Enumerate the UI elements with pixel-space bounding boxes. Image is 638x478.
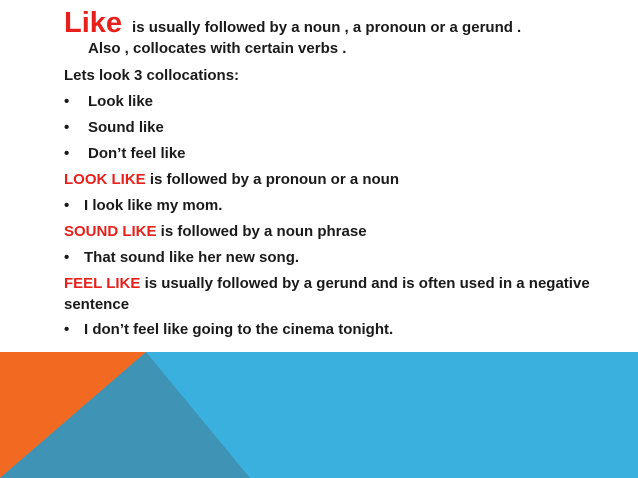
bullet-icon: • bbox=[64, 321, 70, 338]
collocation-list bbox=[64, 89, 624, 167]
example-look-like: • I look like my mom. bbox=[64, 193, 624, 219]
bullet-icon: • bbox=[64, 93, 70, 110]
title-keyword: Like bbox=[64, 7, 123, 39]
subtitle: Also , collocates with certain verbs . bbox=[88, 40, 347, 57]
keyword-feel-like: FEEL LIKE bbox=[64, 275, 141, 292]
list-item: • Sound like bbox=[64, 115, 624, 141]
list-item: • Don’t feel like bbox=[64, 141, 624, 167]
bullet-icon: • bbox=[64, 145, 70, 162]
rule-feel-like: FEEL LIKE is usually followed by a gerund and is often used in a negative sentence bbox=[64, 275, 590, 313]
example-sound-like: • That sound like her new song. bbox=[64, 245, 624, 271]
example-feel-like: • I don’t feel like going to the cinema tonight. bbox=[64, 317, 624, 343]
intro-text: Lets look 3 collocations: bbox=[64, 67, 240, 84]
bullet-icon: • bbox=[64, 197, 70, 214]
rule-sound-like: SOUND LIKE is followed by a noun phrase bbox=[64, 223, 367, 240]
footer-decoration bbox=[0, 352, 638, 478]
keyword-look-like: LOOK LIKE bbox=[64, 171, 146, 188]
title-text: is usually followed by a noun , a pronoun or a gerund . bbox=[132, 19, 522, 36]
bullet-icon: • bbox=[64, 249, 70, 266]
keyword-sound-like: SOUND LIKE bbox=[64, 223, 157, 240]
rule-look-like: LOOK LIKE is followed by a pronoun or a noun bbox=[64, 171, 400, 188]
bullet-icon: • bbox=[64, 119, 70, 136]
list-item: • Look like bbox=[64, 89, 624, 115]
title-line bbox=[64, 8, 624, 38]
slide-content bbox=[64, 8, 624, 343]
